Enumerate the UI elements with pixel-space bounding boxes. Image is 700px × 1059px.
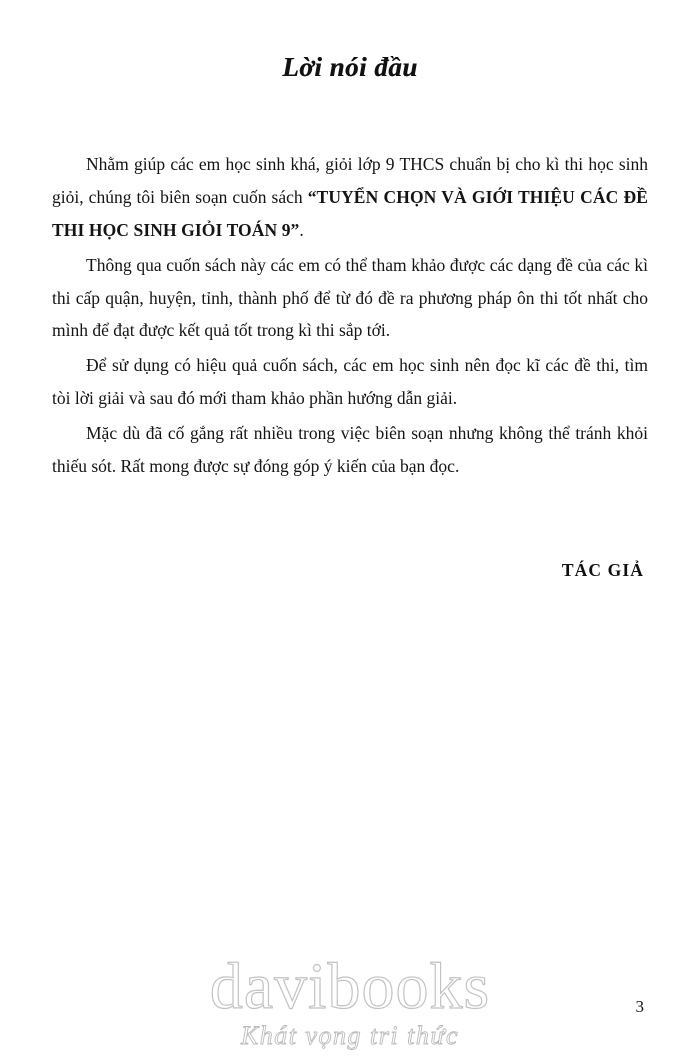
watermark [0, 950, 700, 1051]
watermark-brand: davibooks [209, 950, 491, 1024]
text-run: Để sử dụng có hiệu quả cuốn sách, các em học sinh nên đọc kĩ các đề thi, tìm tòi lời giải và sau đó mới tham khảo phần hướng dẫn giải. [52, 355, 648, 409]
paragraph [52, 148, 648, 247]
text-run: Nhằm giúp các em học sinh khá, giỏi lớp 9 THCS chuẩn bị cho kì thi học sinh giỏi, chúng tôi biên soạn cuốn sách [52, 154, 648, 207]
body-text [52, 148, 648, 485]
emphasized-text: “TUYỂN CHỌN VÀ GIỚI THIỆU CÁC ĐỀ THI HỌC SINH GIỎI TOÁN 9” [52, 186, 648, 240]
author-signature: TÁC GIẢ [561, 560, 644, 580]
watermark-tagline: Khát vọng tri thức [240, 1021, 460, 1051]
page-title: Lời nói đầu [282, 52, 418, 82]
text-run: Mặc dù đã cố gắng rất nhiều trong việc biên soạn nhưng không thể tránh khỏi thiếu sót. Rất mong được sự đóng góp ý kiến của bạn đọc. [52, 423, 648, 477]
page-number: 3 [635, 997, 644, 1016]
text-run: . [299, 219, 304, 240]
paragraph [52, 417, 648, 483]
paragraph [52, 349, 648, 415]
text-run: Thông qua cuốn sách này các em có thể tham khảo được các dạng đề của các kì thi cấp quận, huyện, tỉnh, thành phố để từ đó đề ra phương pháp ôn thi tốt nhất cho mình để đạt được kết quả tốt trong kì thi sắp tới. [52, 254, 648, 341]
paragraph [52, 249, 648, 348]
